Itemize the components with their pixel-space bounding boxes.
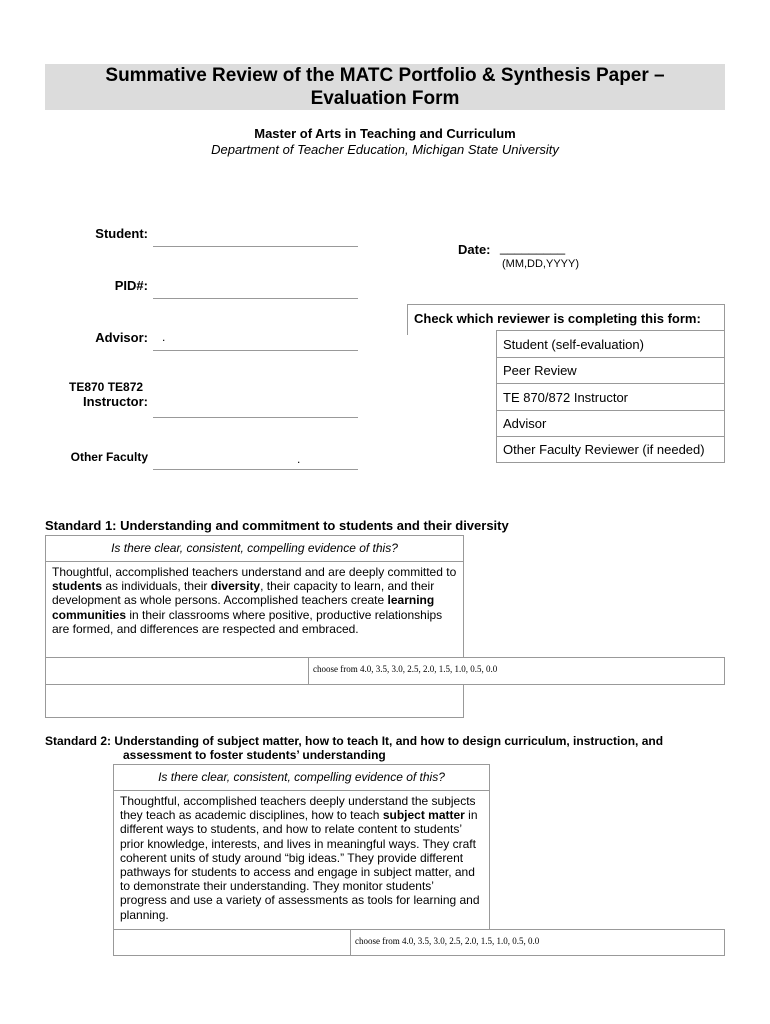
standard-1-question: Is there clear, consistent, compelling evidence of this? <box>45 535 464 562</box>
reviewer-option-instructor[interactable]: TE 870/872 Instructor <box>497 383 724 410</box>
other-faculty-label: Other Faculty <box>70 450 148 464</box>
title-line-2: Evaluation Form <box>310 88 460 109</box>
standard-1-score-left-edge <box>45 657 46 685</box>
standard-2-question: Is there clear, consistent, compelling evidence of this? <box>113 764 490 791</box>
reviewer-options <box>496 330 725 463</box>
standard-2-score-left-bottom <box>113 955 351 956</box>
instructor-label-line2: Instructor: <box>83 394 148 409</box>
form-title <box>45 64 725 110</box>
title-line-1: Summative Review of the MATC Portfolio & Synthesis Paper – <box>105 65 665 86</box>
instructor-field[interactable] <box>153 417 358 418</box>
pid-field[interactable] <box>153 298 358 299</box>
advisor-field[interactable] <box>153 350 358 351</box>
standard-2-heading-line1: Standard 2: Understanding of subject matter, how to teach It, and how to design curriculum, instruction, and <box>45 734 664 748</box>
advisor-value: . <box>162 330 166 344</box>
reviewer-heading: Check which reviewer is completing this form: <box>407 304 725 331</box>
standard-2-description: Thoughtful, accomplished teachers deeply understand the subjects they teach as academic disciplines, how to teach subject matter in different ways to students, and how to relate content to students’ prior knowledge, interests, and lives in meaningful ways. They craft coherent units of study around “big ideas.” They provide different pathways for students to access and engage in subject matter, and to demonstrate their understanding. They monitor students’ progress and use a variety of assessments as tools for learning and planning. <box>113 790 490 930</box>
pid-label: PID#: <box>114 278 148 293</box>
reviewer-option-other-faculty[interactable]: Other Faculty Reviewer (if needed) <box>497 436 724 462</box>
standard-2-score-hint: choose from 4.0, 3.5, 3.0, 2.5, 2.0, 1.5, 1.0, 0.5, 0.0 <box>355 936 540 946</box>
reviewer-option-advisor[interactable]: Advisor <box>497 410 724 436</box>
other-faculty-value: . <box>297 452 301 466</box>
standard-1-score-hint: choose from 4.0, 3.5, 3.0, 2.5, 2.0, 1.5, 1.0, 0.5, 0.0 <box>313 664 498 674</box>
reviewer-option-student[interactable]: Student (self-evaluation) <box>497 330 724 357</box>
date-format-hint: (MM,DD,YYYY) <box>502 258 579 270</box>
standard-2-score-left-edge <box>113 929 114 956</box>
standard-2-score-field[interactable] <box>350 929 725 956</box>
standard-1-heading: Standard 1: Understanding and commitment to students and their diversity <box>45 518 509 533</box>
standard-2-heading-line2: assessment to foster students’ understanding <box>123 748 386 762</box>
standard-2-heading <box>45 734 663 762</box>
standard-1-comments-field[interactable] <box>45 684 464 718</box>
instructor-label-line1: TE870 TE872 <box>69 380 144 394</box>
program-name: Master of Arts in Teaching and Curriculum <box>254 126 516 141</box>
date-field[interactable]: _________ <box>500 240 566 255</box>
advisor-label: Advisor: <box>95 330 148 345</box>
reviewer-divider <box>407 331 408 335</box>
reviewer-option-peer[interactable]: Peer Review <box>497 357 724 383</box>
department-name: Department of Teacher Education, Michigan State University <box>211 142 559 157</box>
student-label: Student: <box>95 226 148 241</box>
standard-1-score-field[interactable] <box>308 657 725 685</box>
other-faculty-field[interactable] <box>153 469 358 470</box>
date-label: Date: <box>458 242 491 257</box>
student-field[interactable] <box>153 246 358 247</box>
standard-1-description: Thoughtful, accomplished teachers understand and are deeply committed to students as individuals, their diversity, their capacity to learn, and their development as whole persons. Accomplished teachers create learning communities in their classrooms where positive, productive relationships are formed, and differences are respected and embraced. <box>45 561 464 658</box>
instructor-label <box>40 380 148 410</box>
